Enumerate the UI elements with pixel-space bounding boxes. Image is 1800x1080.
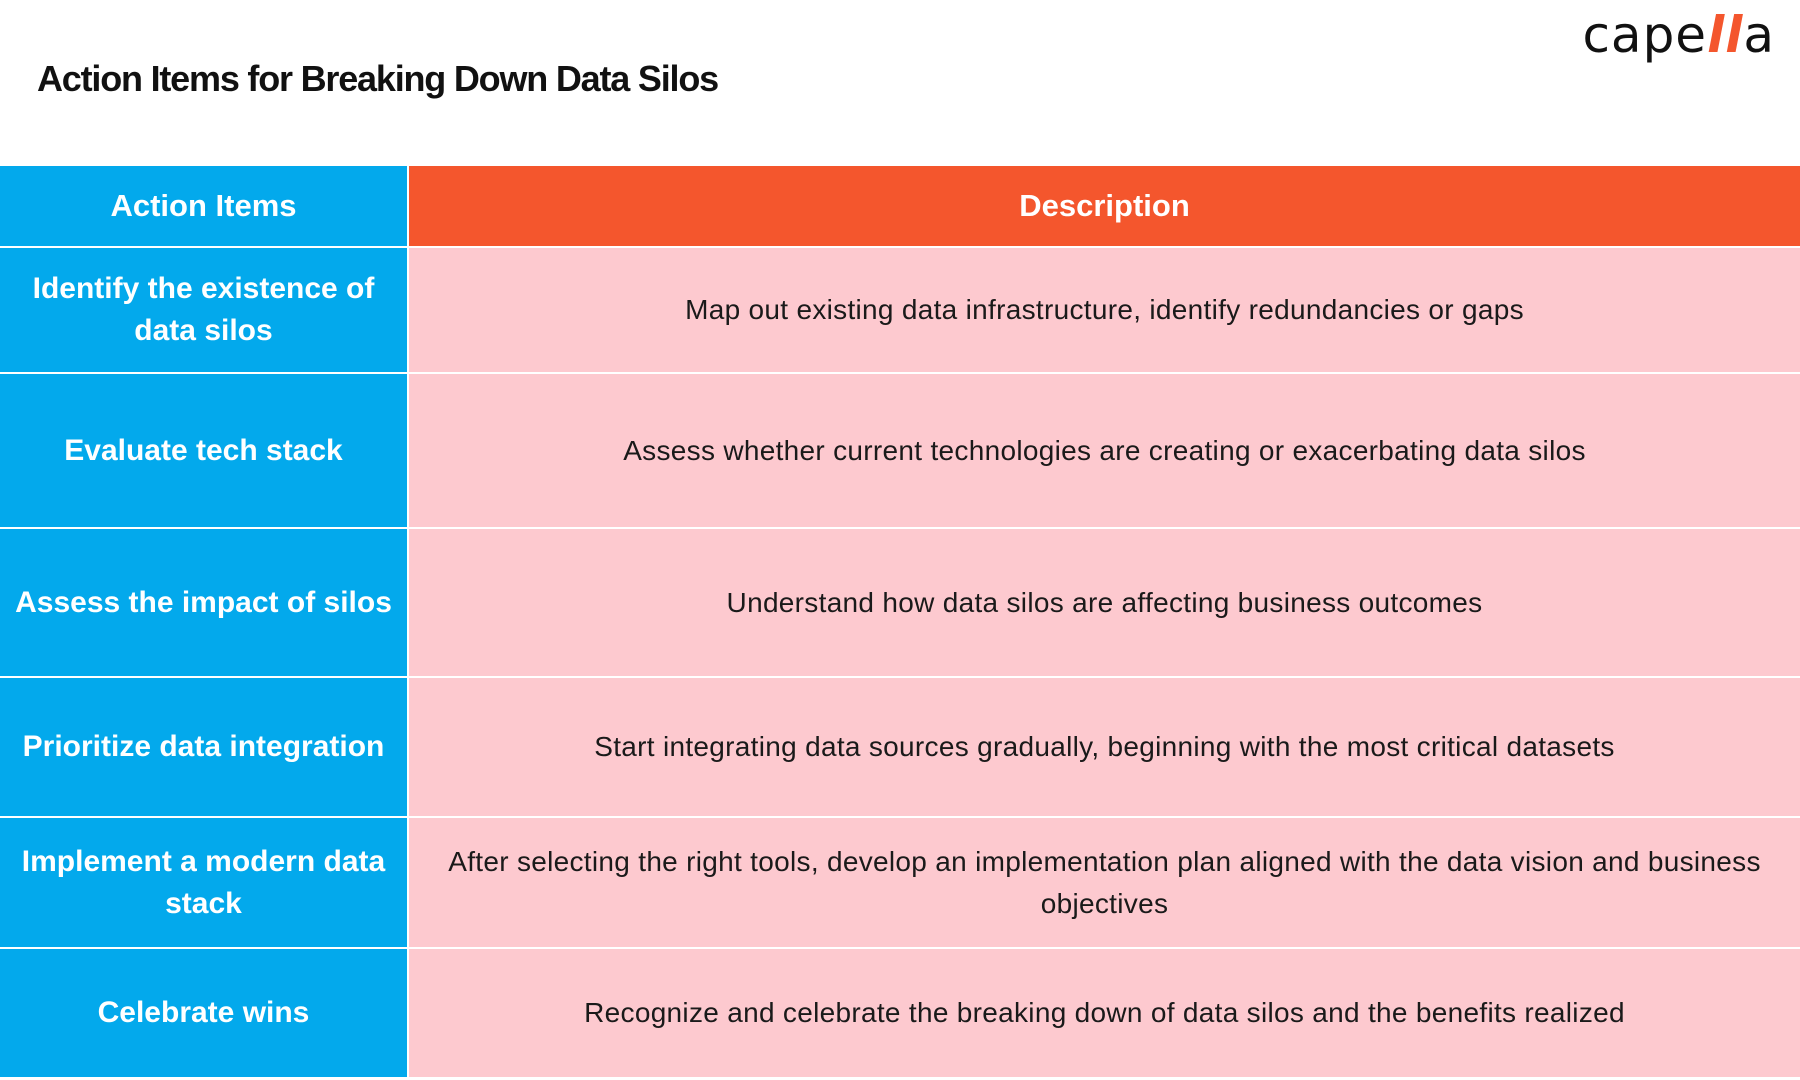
description-cell: Assess whether current technologies are creating or exacerbating data silos xyxy=(408,373,1800,528)
action-item-cell: Celebrate wins xyxy=(0,948,408,1078)
table-row xyxy=(0,817,1800,948)
action-item-cell: Evaluate tech stack xyxy=(0,373,408,528)
page-title: Action Items for Breaking Down Data Silos xyxy=(37,58,718,99)
table-row xyxy=(0,948,1800,1078)
logo-text-end: a xyxy=(1743,6,1775,64)
table-row xyxy=(0,247,1800,373)
table-header-row xyxy=(0,166,1800,247)
action-item-cell: Identify the existence of data silos xyxy=(0,247,408,373)
action-item-cell: Assess the impact of silos xyxy=(0,528,408,677)
action-item-cell: Implement a modern data stack xyxy=(0,817,408,948)
action-items-table xyxy=(0,166,1800,1079)
description-cell: Understand how data silos are affecting business outcomes xyxy=(408,528,1800,677)
table-row xyxy=(0,677,1800,817)
table-row xyxy=(0,373,1800,528)
column-header-action-items: Action Items xyxy=(0,166,408,247)
logo-text-start: cape xyxy=(1582,6,1708,64)
description-cell: Map out existing data infrastructure, identify redundancies or gaps xyxy=(408,247,1800,373)
description-cell: Recognize and celebrate the breaking down of data silos and the benefits realized xyxy=(408,948,1800,1078)
description-cell: After selecting the right tools, develop an implementation plan aligned with the data vision and business objectives xyxy=(408,817,1800,948)
table-row xyxy=(0,528,1800,677)
action-item-cell: Prioritize data integration xyxy=(0,677,408,817)
capella-logo xyxy=(1582,6,1775,64)
column-header-description: Description xyxy=(408,166,1800,247)
logo-text-accent: ll xyxy=(1707,6,1744,64)
description-cell: Start integrating data sources gradually, beginning with the most critical datasets xyxy=(408,677,1800,817)
